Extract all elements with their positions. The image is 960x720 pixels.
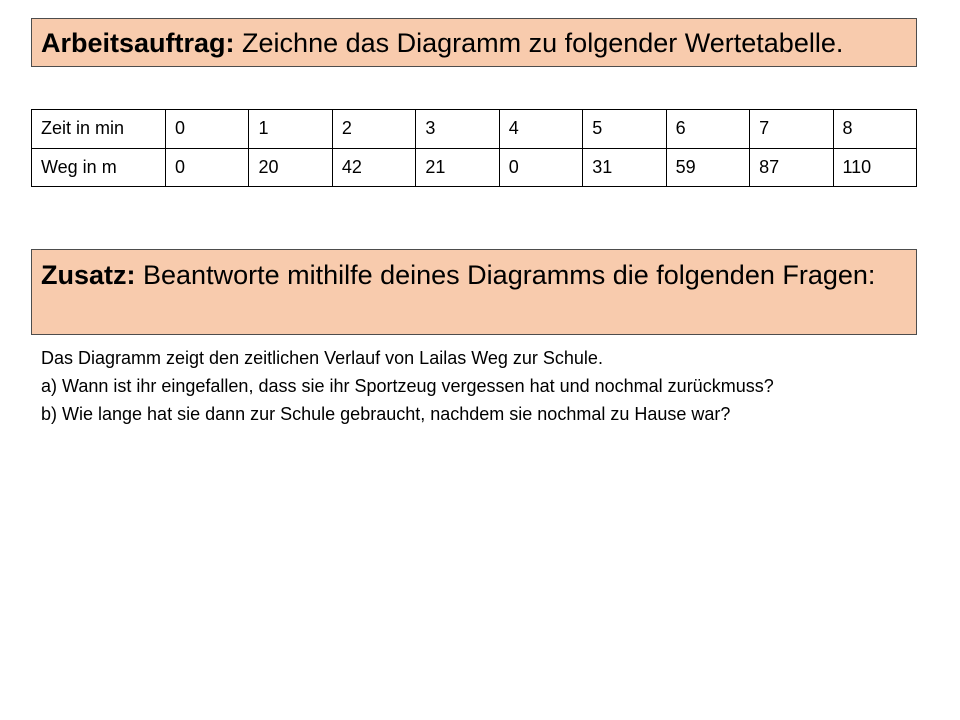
row-header-time: Zeit in min <box>32 110 166 149</box>
table-cell: 3 <box>416 110 499 149</box>
table-cell: 20 <box>249 148 332 187</box>
table-row-time <box>32 110 917 149</box>
table-row-distance <box>32 148 917 187</box>
table-cell: 4 <box>499 110 582 149</box>
row-header-distance: Weg in m <box>32 148 166 187</box>
extra-text: Beantworte mithilfe deines Diagramms die folgenden Fragen: <box>143 260 876 290</box>
extra-label: Zusatz: <box>41 260 136 290</box>
table-cell: 5 <box>583 110 666 149</box>
table-cell: 2 <box>332 110 415 149</box>
question-b: b) Wie lange hat sie dann zur Schule gebraucht, nachdem sie nochmal zu Hause war? <box>41 404 731 424</box>
question-list <box>41 344 941 428</box>
value-table <box>31 109 917 187</box>
question-a: a) Wann ist ihr eingefallen, dass sie ihr Sportzeug vergessen hat und nochmal zurückmuss? <box>41 376 774 396</box>
table-cell: 0 <box>166 148 249 187</box>
table-cell: 59 <box>666 148 749 187</box>
table-cell: 31 <box>583 148 666 187</box>
table-cell: 6 <box>666 110 749 149</box>
task-box <box>31 18 917 67</box>
table-cell: 87 <box>750 148 833 187</box>
table-cell: 110 <box>833 148 917 187</box>
table-cell: 0 <box>166 110 249 149</box>
table-cell: 8 <box>833 110 917 149</box>
task-label: Arbeitsauftrag: <box>41 28 235 58</box>
table-cell: 7 <box>750 110 833 149</box>
table-cell: 1 <box>249 110 332 149</box>
extra-box <box>31 249 917 335</box>
table-cell: 42 <box>332 148 415 187</box>
task-text: Zeichne das Diagramm zu folgender Wertetabelle. <box>242 28 844 58</box>
question-intro: Das Diagramm zeigt den zeitlichen Verlauf von Lailas Weg zur Schule. <box>41 348 603 368</box>
table-cell: 21 <box>416 148 499 187</box>
table-cell: 0 <box>499 148 582 187</box>
